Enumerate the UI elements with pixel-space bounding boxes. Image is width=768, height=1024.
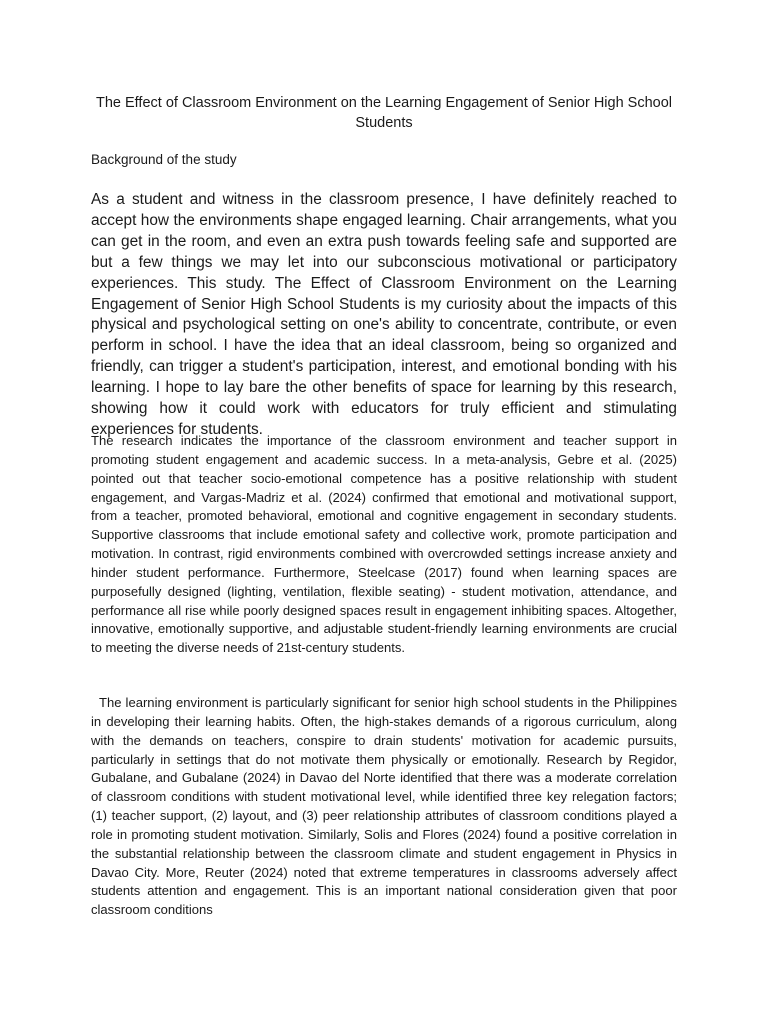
intro-paragraph: As a student and witness in the classroom presence, I have definitely reached to accept how the environments shape engaged learning. Chair arrangements, what you can get in the room, and even an extra push towards feeling safe and supported are but a few things we may let into our subconscious motivational or participatory experiences. This study. The Effect of Classroom Environment on the Learning Engagement of Senior High School Students is my curiosity about the impacts of this physical and psychological setting on one's ability to concentrate, contribute, or even perform in school. I have the idea that an ideal classroom, being so organized and friendly, can trigger a student's participation, interest, and emotional bonding with his learning. I hope to lay bare the other benefits of space for learning by this research, showing how it could work with educators for truly efficient and stimulating experiences for students. [91,191,677,438]
body-paragraph-philippines: The learning environment is particularly significant for senior high school students in the Philippines in developing their learning habits. Often, the high-stakes demands of a rigorous curriculum, along with the demands on teachers, conspire to drain students' motivation for academic pursuits, particularly in settings that do not motivate them physically or emotionally. Research by Regidor, Gubalane, and Gubalane (2024) in Davao del Norte identified that there was a moderate correlation of classroom conditions with student motivational level, while identified three key relegation factors; (1) teacher support, (2) layout, and (3) peer relationship attributes of classroom conditions played a role in promoting student motivation. Similarly, Solis and Flores (2024) found a positive correlation in the substantial relationship between the classroom climate and student engagement in Physics in Davao City. More, Reuter (2024) noted that extreme temperatures in classrooms adversely affect students attention and engagement. This is an important national consideration given that poor classroom conditions [91,695,677,918]
document-title: The Effect of Classroom Environment on the Learning Engagement of Senior High School Students [95,95,673,131]
section-heading: Background of the study [91,152,237,167]
body-paragraph-research: The research indicates the importance of the classroom environment and teacher support in promoting student engagement and academic success. In a meta-analysis, Gebre et al. (2025) pointed out that teacher socio-emotional competence has a positive relationship with student engagement, and Vargas-Madriz et al. (2024) confirmed that emotional and motivational support, from a teacher, promoted behavioral, emotional and cognitive engagement in secondary students. Supportive classrooms that include emotional safety and collective work, promote participation and motivation. In contrast, rigid environments combined with overcrowded settings increase anxiety and hinder student performance. Furthermore, Steelcase (2017) found when learning spaces are purposefully designed (lighting, ventilation, flexible seating) - student motivation, attendance, and performance all rise while poorly designed spaces result in engagement inhibiting spaces. Altogether, innovative, emotionally supportive, and adjustable student-friendly learning environments are crucial to meeting the diverse needs of 21st-century students. [91,433,677,656]
